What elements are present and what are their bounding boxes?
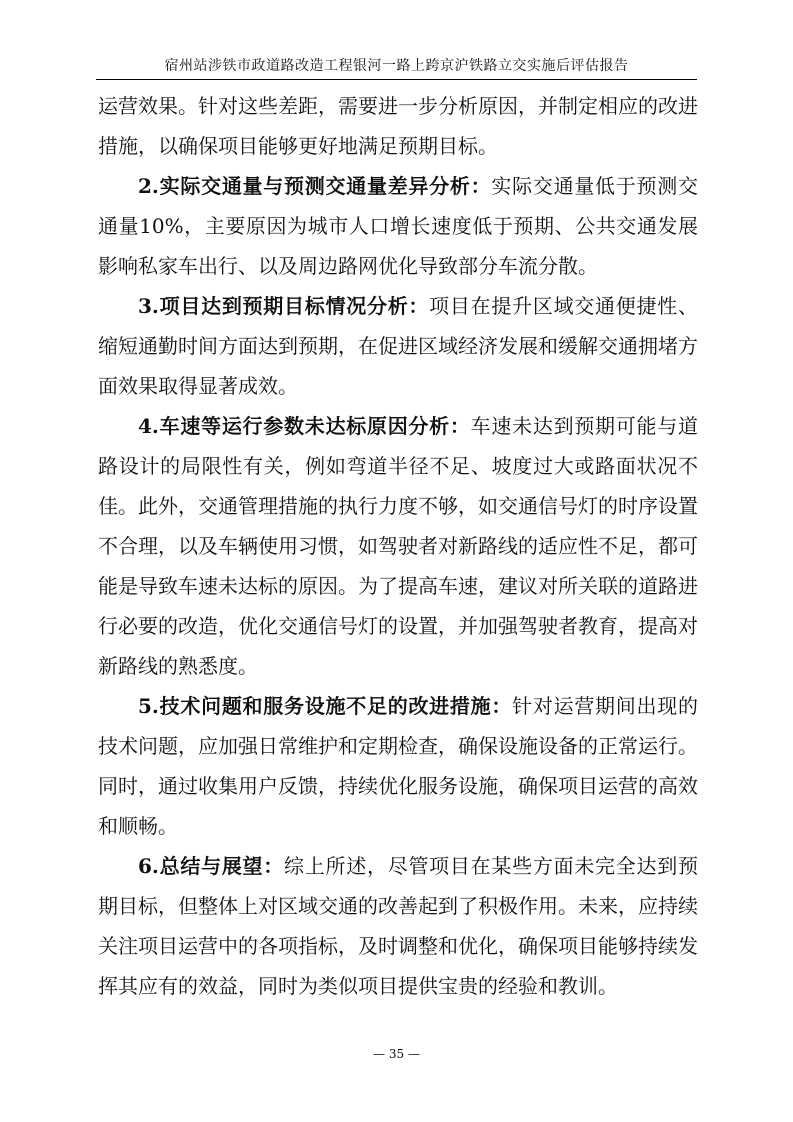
paragraph-text: 实际交通量低于预测交通量10%，主要原因为城市人口增长速度低于预期、公共交通发展影响私家车出行、以及周边路网优化导致部分车流分散。	[98, 174, 698, 278]
paragraph-speed-analysis	[98, 406, 698, 686]
paragraph-text: 运营效果。针对这些差距，需要进一步分析原因，并制定相应的改进措施，以确保项目能够更好地满足预期目标。	[98, 94, 698, 158]
paragraph-lead: 3.项目达到预期目标情况分析：	[138, 294, 430, 318]
paragraph-traffic-volume-analysis	[98, 166, 698, 286]
paragraph-improvement-measures	[98, 686, 698, 846]
header-rule	[96, 79, 697, 80]
paragraph-text: 项目在提升区域交通便捷性、缩短通勤时间方面达到预期，在促进区域经济发展和缓解交通拥堵方面效果取得显著成效。	[98, 294, 698, 398]
paragraph-text: 针对运营期间出现的技术问题，应加强日常维护和定期检查，确保设施设备的正常运行。同时，通过收集用户反馈，持续优化服务设施，确保项目运营的高效和顺畅。	[98, 694, 698, 838]
paragraph-lead: 6.总结与展望：	[138, 854, 285, 878]
document-body	[98, 86, 698, 1006]
paragraph-target-achievement	[98, 286, 698, 406]
paragraph-lead: 2.实际交通量与预测交通量差异分析：	[138, 174, 492, 198]
paragraph-text: 车速未达到预期可能与道路设计的局限性有关，例如弯道半径不足、坡度过大或路面状况不佳。此外，交通管理措施的执行力度不够，如交通信号灯的时序设置不合理，以及车辆使用习惯，如驾驶者对新路线的适应性不足，都可能是导致车速未达标的原因。为了提高车速，建议对所关联的道路进行必要的改造，优化交通信号灯的设置，并加强驾驶者教育，提高对新路线的熟悉度。	[98, 414, 698, 678]
page-number: — 35 —	[373, 1047, 420, 1061]
paragraph-text: 综上所述，尽管项目在某些方面未完全达到预期目标，但整体上对区域交通的改善起到了积极作用。未来，应持续关注项目运营中的各项指标，及时调整和优化，确保项目能够持续发挥其应有的效益，同时为类似项目提供宝贵的经验和教训。	[98, 854, 698, 998]
paragraph-continuation	[98, 86, 698, 166]
paragraph-lead: 4.车速等运行参数未达标原因分析：	[138, 414, 471, 438]
running-header: 宿州站涉铁市政道路改造工程银河一路上跨京沪铁路立交实施后评估报告	[164, 58, 629, 74]
paragraph-summary-outlook	[98, 846, 698, 1006]
paragraph-lead: 5.技术问题和服务设施不足的改进措施：	[138, 694, 513, 718]
